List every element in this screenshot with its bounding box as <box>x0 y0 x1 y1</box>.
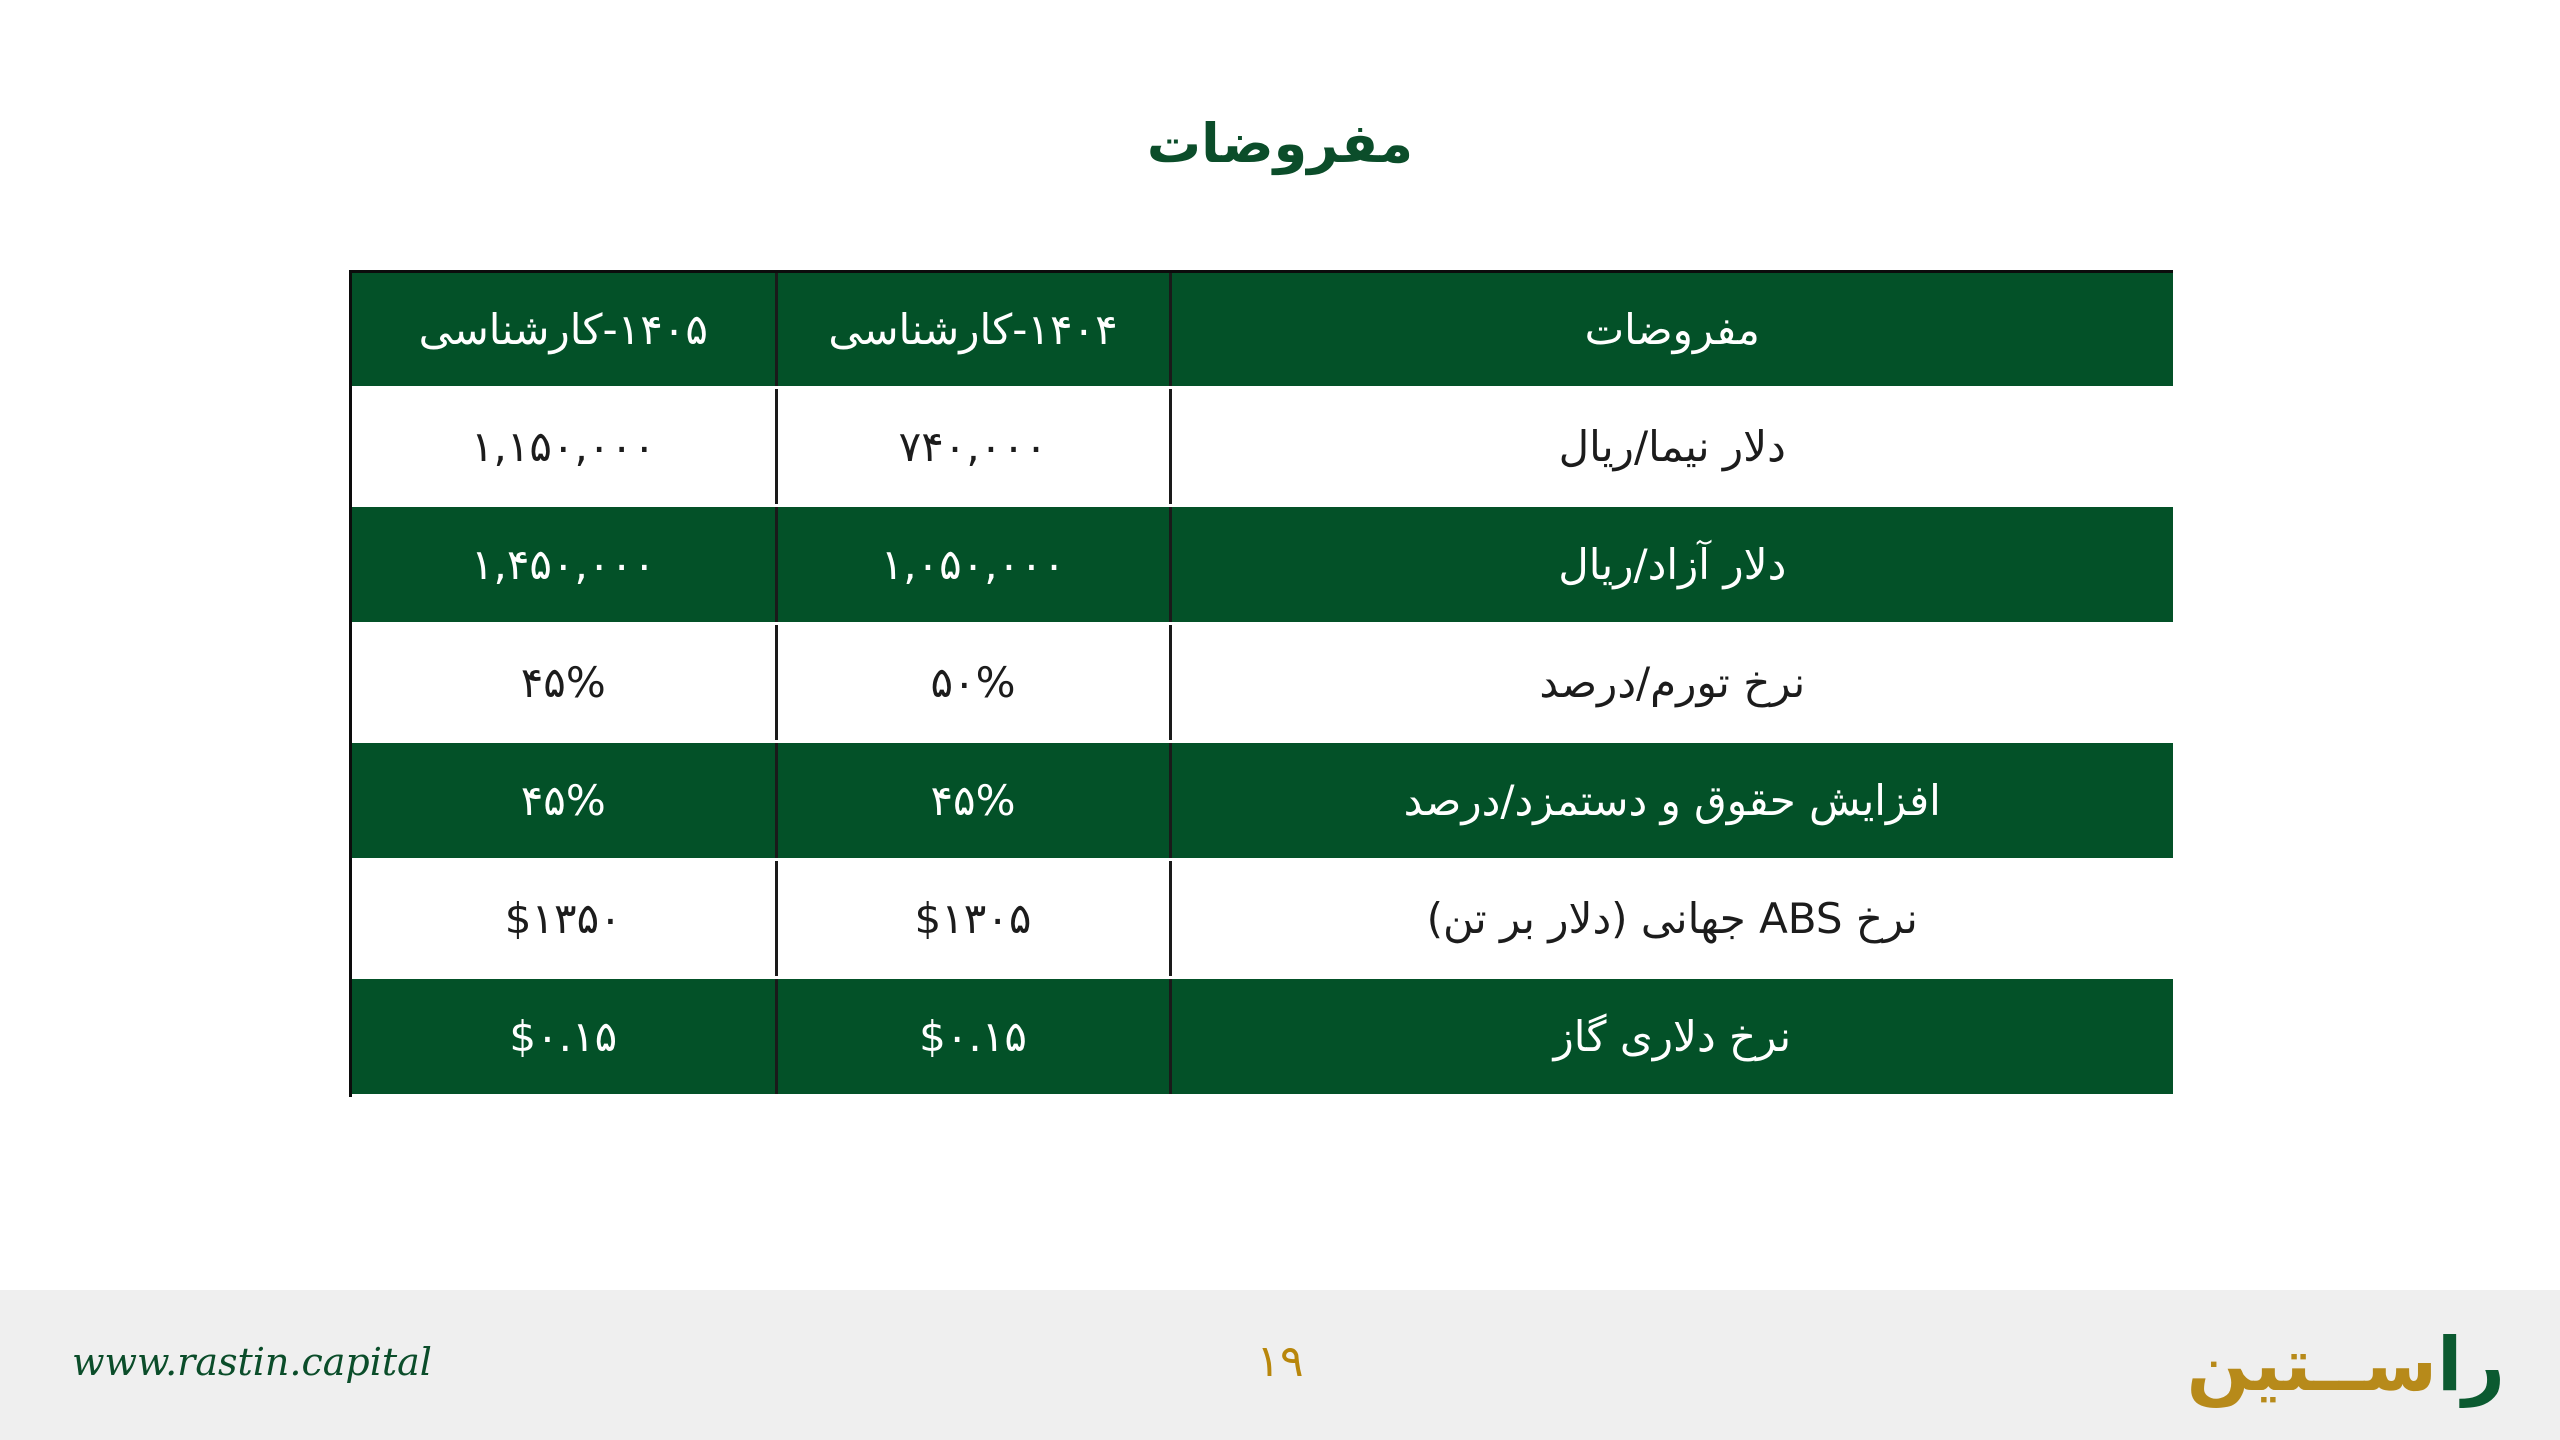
cell-1405: ۴۵% <box>352 742 776 860</box>
logo-text-green: را <box>2437 1322 2505 1408</box>
cell-1404: ۱,۰۵۰,۰۰۰ <box>776 506 1170 624</box>
cell-1404: ۷۴۰,۰۰۰ <box>776 388 1170 506</box>
table-row <box>352 388 2173 506</box>
table-row <box>352 860 2173 978</box>
table-header-row <box>352 273 2173 388</box>
header-1404: ۱۴۰۴-کارشناسی <box>776 273 1170 388</box>
row-label: نرخ ABS جهانی (دلار بر تن) <box>1170 860 2173 978</box>
cell-1404: ۵۰% <box>776 624 1170 742</box>
slide-title: مفروضات <box>1146 112 1414 175</box>
row-label: افزایش حقوق و دستمزد/درصد <box>1170 742 2173 860</box>
page-number: ۱۹ <box>1256 1336 1304 1387</box>
rastin-logo <box>2186 1318 2505 1413</box>
logo-text-gold: ســتین <box>2186 1322 2438 1408</box>
row-label: دلار آزاد/ریال <box>1170 506 2173 624</box>
row-label: دلار نیما/ریال <box>1170 388 2173 506</box>
table-row <box>352 506 2173 624</box>
cell-1405: ۱,۴۵۰,۰۰۰ <box>352 506 776 624</box>
cell-1405: ۴۵% <box>352 624 776 742</box>
table-row <box>352 978 2173 1096</box>
cell-1405: ۱,۱۵۰,۰۰۰ <box>352 388 776 506</box>
header-1405: ۱۴۰۵-کارشناسی <box>352 273 776 388</box>
row-label: نرخ تورم/درصد <box>1170 624 2173 742</box>
website-link[interactable]: www.rastin.capital <box>72 1340 432 1384</box>
cell-1405: $۰.۱۵ <box>352 978 776 1096</box>
footer-bar <box>0 1290 2560 1440</box>
assumptions-table <box>349 270 2173 1097</box>
cell-1405: $۱۳۵۰ <box>352 860 776 978</box>
table-row <box>352 624 2173 742</box>
table-row <box>352 742 2173 860</box>
header-label: مفروضات <box>1170 273 2173 388</box>
cell-1404: $۰.۱۵ <box>776 978 1170 1096</box>
cell-1404: $۱۳۰۵ <box>776 860 1170 978</box>
cell-1404: ۴۵% <box>776 742 1170 860</box>
row-label: نرخ دلاری گاز <box>1170 978 2173 1096</box>
